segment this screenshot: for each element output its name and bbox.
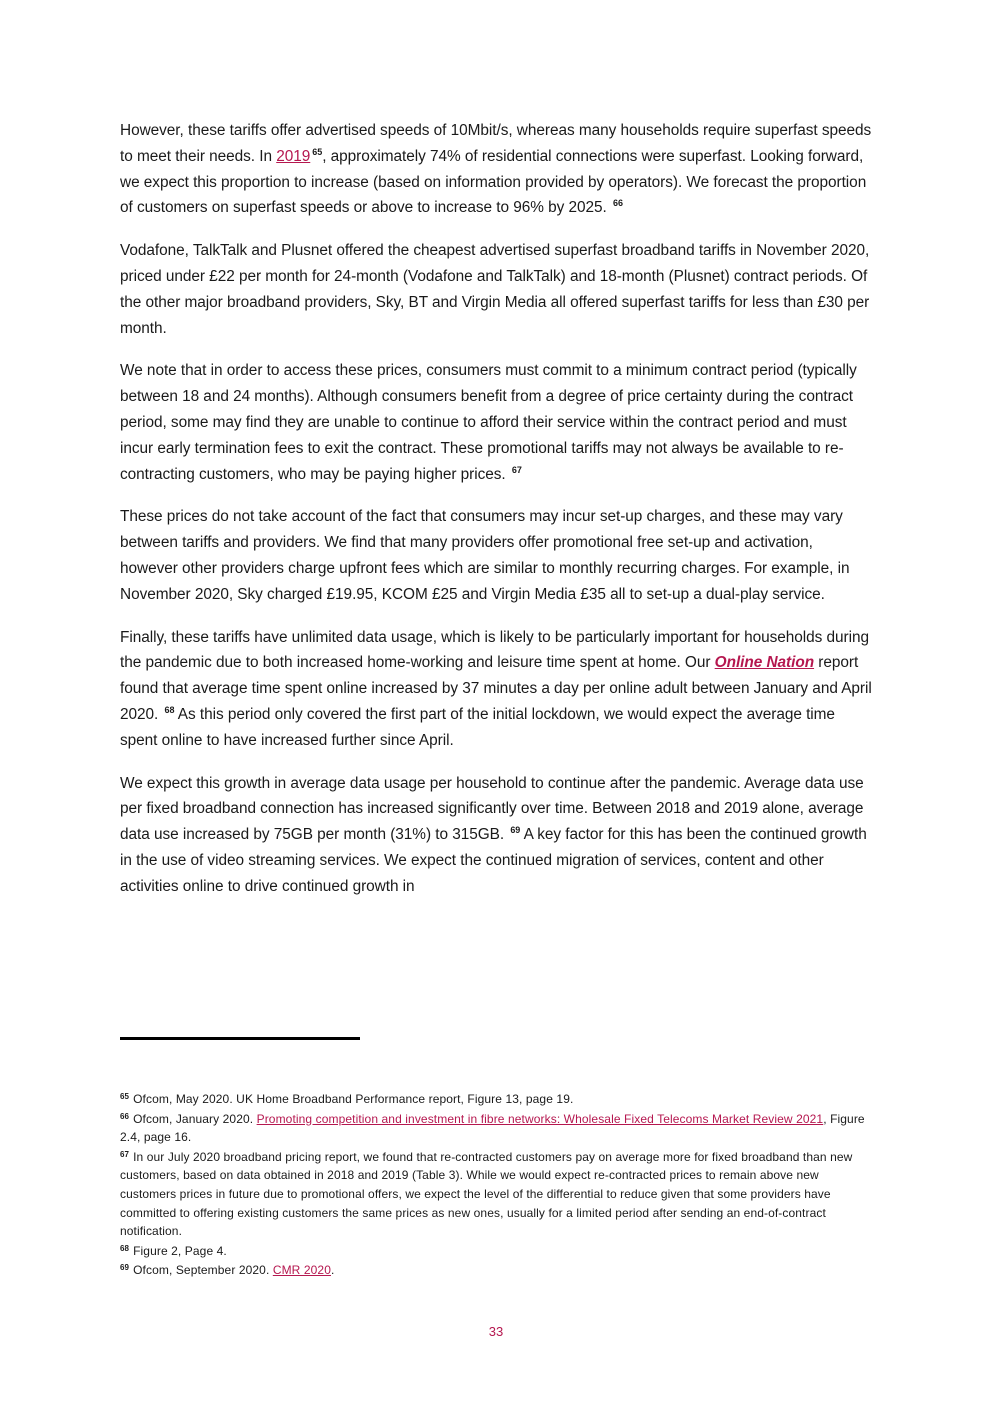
link-wholesale-fixed-telecoms-review[interactable]: Promoting competition and investment in fibre networks: Wholesale Fixed Telecoms Market Review 2021 bbox=[256, 1111, 824, 1126]
paragraph-2: Vodafone, TalkTalk and Plusnet offered the cheapest advertised superfast broadband tariffs in November 2020, priced under £22 per month for 24-month (Vodafone and TalkTalk) and 18-month (Plusnet) contract periods. Of the other major broadband providers, Sky, BT and Virgin Media all offered superfast tariffs for less than £30 per month. bbox=[120, 242, 870, 337]
body-text bbox=[120, 118, 872, 917]
paragraph-6: We expect this growth in average data usage per household to continue after the pandemic. Average data use per fixed broadband connection has increased significantly over time. Between 2018 and 2019 alone, average data use increased by 75GB per month (31%) to 315GB. $^{69}$ A key factor for this has been the continued growth in the use of video streaming services. We expect the continued migration of services, content and other activities online to drive continued growth in bbox=[120, 774, 867, 895]
footnote-66: $^{66}$ Ofcom, January 2020. Promoting competition and investment in fibre networks: Wholesale Fixed Telecoms Market Review 2021, Figure 2.4, page 16. bbox=[120, 1111, 865, 1145]
footnote-65: $^{65}$ Ofcom, May 2020. UK Home Broadband Performance report, Figure 13, page 19. bbox=[120, 1092, 574, 1106]
footnote-ref-66[interactable]: 66 bbox=[613, 198, 623, 209]
paragraph-4: These prices do not take account of the fact that consumers may incur set-up charges, and these may vary between tariffs and providers. We find that many providers offer promotional free set-up and activation, however other providers charge upfront fees which are similar to monthly recurring charges. For example, in November 2020, Sky charged £19.95, KCOM £25 and Virgin Media £35 all to set-up a dual-play service. bbox=[120, 508, 850, 603]
footnote-67: $^{67}$ In our July 2020 broadband pricing report, we found that re-contracted customers pay on average more for fixed broadband than new customers, based on data obtained in 2018 and 2019 (Table 3). While we would expect re-contracted prices to remain above new customers prices in future due to promotional offers, we expect the level of the differential to reduce given that some providers have committed to offering existing customers the same prices as new ones, usually for a limited period after sending an end-of-contract notification. bbox=[120, 1149, 853, 1239]
paragraph-1: However, these tariffs offer advertised speeds of 10Mbit/s, whereas many households require superfast speeds to meet their needs. In 2019 $^{65}$, approximately 74% of residential connections were superfast. Looking forward, we expect this proportion to increase (based on information provided by operators). We forecast the proportion of customers on superfast speeds or above to increase to 96% by 2025. $^{66}$ bbox=[120, 122, 872, 217]
footnote-separator bbox=[120, 1037, 360, 1040]
footnote-ref-65[interactable]: 65 bbox=[312, 146, 323, 157]
footnote-69: $^{69}$ Ofcom, September 2020. CMR 2020. bbox=[120, 1263, 335, 1278]
link-online-nation[interactable]: Online Nation bbox=[714, 654, 815, 672]
footnote-ref-67[interactable]: 67 bbox=[511, 464, 522, 475]
paragraph-3: We note that in order to access these prices, consumers must commit to a minimum contract period (typically between 18 and 24 months). Although consumers benefit from a degree of price certainty during the contract period, some may find they are unable to continue to afford their service within the contract period and must incur early termination fees to exit the contract. These promotional tariffs may not always be available to re-contracting customers, who may be paying higher prices. $^{67}$ bbox=[120, 362, 857, 483]
paragraph-5: Finally, these tariffs have unlimited data usage, which is likely to be particularly important for households during the pandemic due to both increased home-working and leisure time spent at home. Our Online Nation report found that average time spent online increased by 37 minutes a day per online adult between January and April 2020. $^{68}$ As this period only covered the first part of the initial lockdown, we would expect the average time spent online to have increased further since April. bbox=[120, 628, 872, 749]
footnotes bbox=[120, 1090, 876, 1281]
footnote-ref-69[interactable]: 69 bbox=[510, 825, 521, 836]
link-cmr-2020[interactable]: CMR 2020 bbox=[272, 1263, 331, 1278]
footnote-ref-68[interactable]: 68 bbox=[164, 704, 175, 715]
footnote-68: $^{68}$ Figure 2, Page 4. bbox=[120, 1243, 227, 1258]
link-2019[interactable]: 2019 bbox=[276, 147, 311, 165]
page-number: 33 bbox=[488, 1324, 504, 1339]
